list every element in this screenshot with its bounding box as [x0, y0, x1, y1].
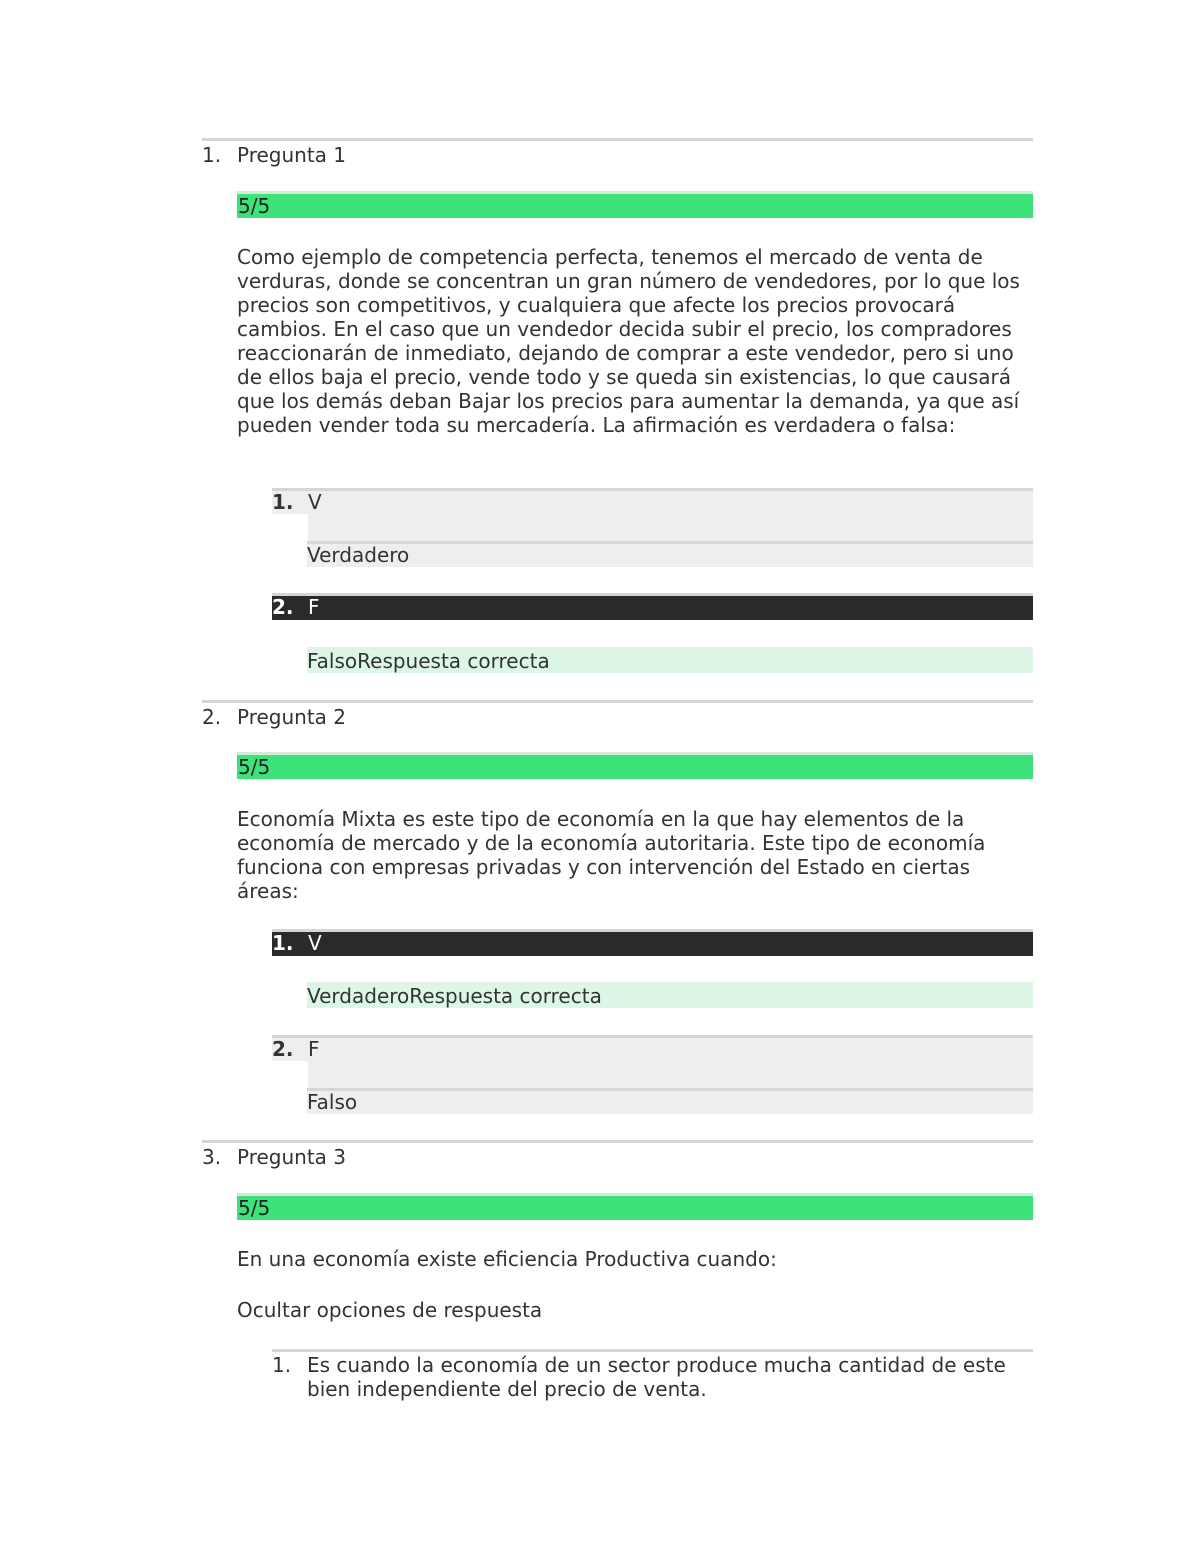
question-number: 3.	[202, 1145, 222, 1169]
toggle-answers-link[interactable]: Ocultar opciones de respuesta	[237, 1298, 543, 1322]
option-text: Es cuando la economía de un sector produce mucha cantidad de este bien independiente del precio de venta.	[307, 1353, 1006, 1401]
question-text: Como ejemplo de competencia perfecta, tenemos el mercado de venta de verduras, donde se concentran un gran número de vendedores, por lo que los precios son competitivos, y cualquiera que afecte los precios provocará cambios. En el caso que un vendedor decida subir el precio, los compradores reaccionarán de inmediato, dejando de comprar a este vendedor, pero si uno de ellos baja el precio, vende todo y se queda sin existencias, lo que causará que los demás deban Bajar los precios para aumentar la demanda, ya que así pueden vender toda su mercadería. La afirmación es verdadera o falsa:	[237, 245, 1020, 437]
question-title: Pregunta 3	[237, 1145, 347, 1169]
question-title: Pregunta 2	[237, 705, 347, 729]
question-number: 2.	[202, 705, 222, 729]
option-label: V	[308, 931, 322, 955]
option-number: 2.	[272, 1038, 308, 1061]
option-number: 1.	[272, 491, 308, 514]
question-3-header	[202, 1140, 1033, 1169]
score-badge: 5/5	[237, 752, 1033, 779]
question-number: 1.	[202, 143, 222, 167]
option-text-correct: VerdaderoRespuesta correcta	[307, 982, 1033, 1008]
option-f[interactable]	[272, 1035, 1033, 1088]
option-text: Verdadero	[307, 541, 1033, 567]
option-number: 1.	[272, 931, 294, 955]
option-text-correct: FalsoRespuesta correcta	[307, 647, 1033, 673]
option-number: 1.	[272, 1353, 292, 1377]
option-number: 2.	[272, 595, 294, 619]
score-badge: 5/5	[237, 191, 1033, 218]
option-label: V	[308, 490, 322, 514]
option-v-selected[interactable]	[272, 929, 1033, 956]
question-1-header	[202, 138, 1033, 167]
question-2-header	[202, 700, 1033, 729]
score-badge: 5/5	[237, 1193, 1033, 1220]
option-label: F	[308, 595, 320, 619]
option-v[interactable]	[272, 488, 1033, 541]
question-text: Economía Mixta es este tipo de economía en la que hay elementos de la economía de mercado y de la economía autoritaria. Este tipo de economía funciona con empresas privadas y con intervención del Estado en ciertas áreas:	[237, 807, 986, 903]
answer-option[interactable]	[272, 1349, 1033, 1401]
question-title: Pregunta 1	[237, 143, 347, 167]
option-label: F	[308, 1037, 320, 1061]
option-f-selected[interactable]	[272, 593, 1033, 620]
option-text: Falso	[307, 1088, 1033, 1114]
question-text: En una economía existe eficiencia Productiva cuando:	[237, 1247, 777, 1271]
